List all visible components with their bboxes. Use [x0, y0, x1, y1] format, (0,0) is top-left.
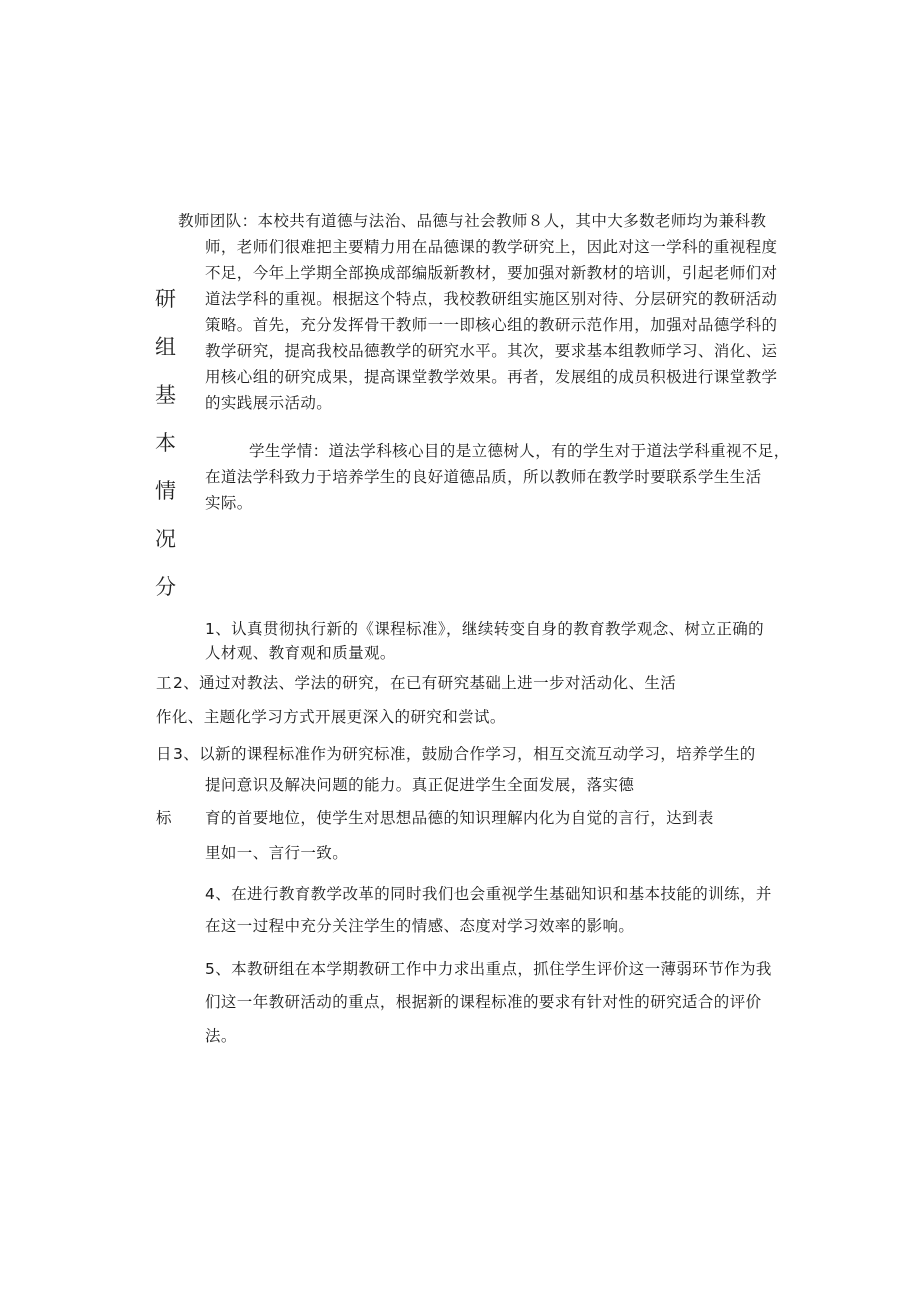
heading-char: 基: [155, 383, 176, 407]
heading-char: 况: [155, 527, 176, 551]
goal-3-line: 育的首要地位，使学生对思想品德的知识理解内化为自觉的言行，达到表: [205, 809, 714, 827]
heading-char: 本: [155, 431, 176, 455]
goal-1-line: 1、认真贯彻执行新的《课程标准》，继续转变自身的教育教学观念、树立正确的: [205, 620, 765, 638]
teacher-team-line: 策略。首先，充分发挥骨干教师一一即核心组的教研示范作用，加强对品德学科的: [205, 316, 778, 334]
teacher-team-line: 师，老师们很难把主要精力用在品德课的教学研究上，因此对这一学科的重视程度: [205, 238, 778, 256]
goal-1-line: 人材观、教育观和质量观。: [205, 644, 396, 662]
heading-char: 分: [155, 575, 176, 599]
teacher-team-line: 教师团队：本校共有道德与法治、品德与社会教师８人，其中大多数老师均为兼科教: [178, 212, 767, 230]
heading-char: 研: [155, 287, 176, 311]
side-label: 标: [156, 809, 172, 827]
heading-char: 情: [155, 479, 176, 503]
goal-3-line: 3、以新的课程标准作为研究标准，鼓励合作学习，相互交流互动学习，培养学生的: [173, 745, 756, 763]
goal-3-line: 里如一、言行一致。: [205, 844, 349, 862]
student-situation-line: 在道法学科致力于培养学生的良好道德品质，所以教师在教学时要联系学生生活: [205, 468, 762, 486]
goal-5-line: 5、本教研组在本学期教研工作中力求出重点，抓住学生评价这一薄弱环节作为我: [205, 960, 772, 978]
goal-2-line: 2、通过对教法、学法的研究，在已有研究基础上进一步对活动化、生活: [173, 674, 677, 692]
teacher-team-line: 用核心组的研究成果，提高课堂教学效果。再者，发展组的成员积极进行课堂教学: [205, 368, 778, 386]
teacher-team-line: 教学研究，提高我校品德教学的研究水平。其次，要求基本组教师学习、消化、运: [205, 342, 778, 360]
heading-char: 组: [155, 335, 176, 359]
goal-5-line: 法。: [205, 1027, 237, 1045]
goal-4-line: 4、在进行教育教学改革的同时我们也会重视学生基础知识和基本技能的训练，并: [205, 885, 772, 903]
teacher-team-line: 的实践展示活动。: [205, 394, 333, 412]
goal-5-line: 们这一年教研活动的重点，根据新的课程标准的要求有针对性的研究适合的评价: [205, 993, 762, 1011]
teacher-team-line: 道法学科的重视。根据这个特点，我校教研组实施区别对待、分层研究的教研活动: [205, 290, 778, 308]
goal-2-line: 作化、主题化学习方式开展更深入的研究和尝试。: [156, 708, 506, 726]
goal-3-line: 提问意识及解决问题的能力。真正促进学生全面发展，落实德: [205, 776, 635, 794]
student-situation-line: 实际。: [205, 494, 253, 512]
student-situation-line: 学生学情：道法学科核心目的是立德树人，有的学生对于道法学科重视不足，: [249, 442, 790, 460]
teacher-team-line: 不足，今年上学期全部换成部编版新教材，要加强对新教材的培训，引起老师们对: [205, 264, 778, 282]
side-label: 日: [156, 745, 172, 763]
side-label: 工: [156, 674, 172, 692]
goal-4-line: 在这一过程中充分关注学生的情感、态度对学习效率的影响。: [205, 917, 635, 935]
